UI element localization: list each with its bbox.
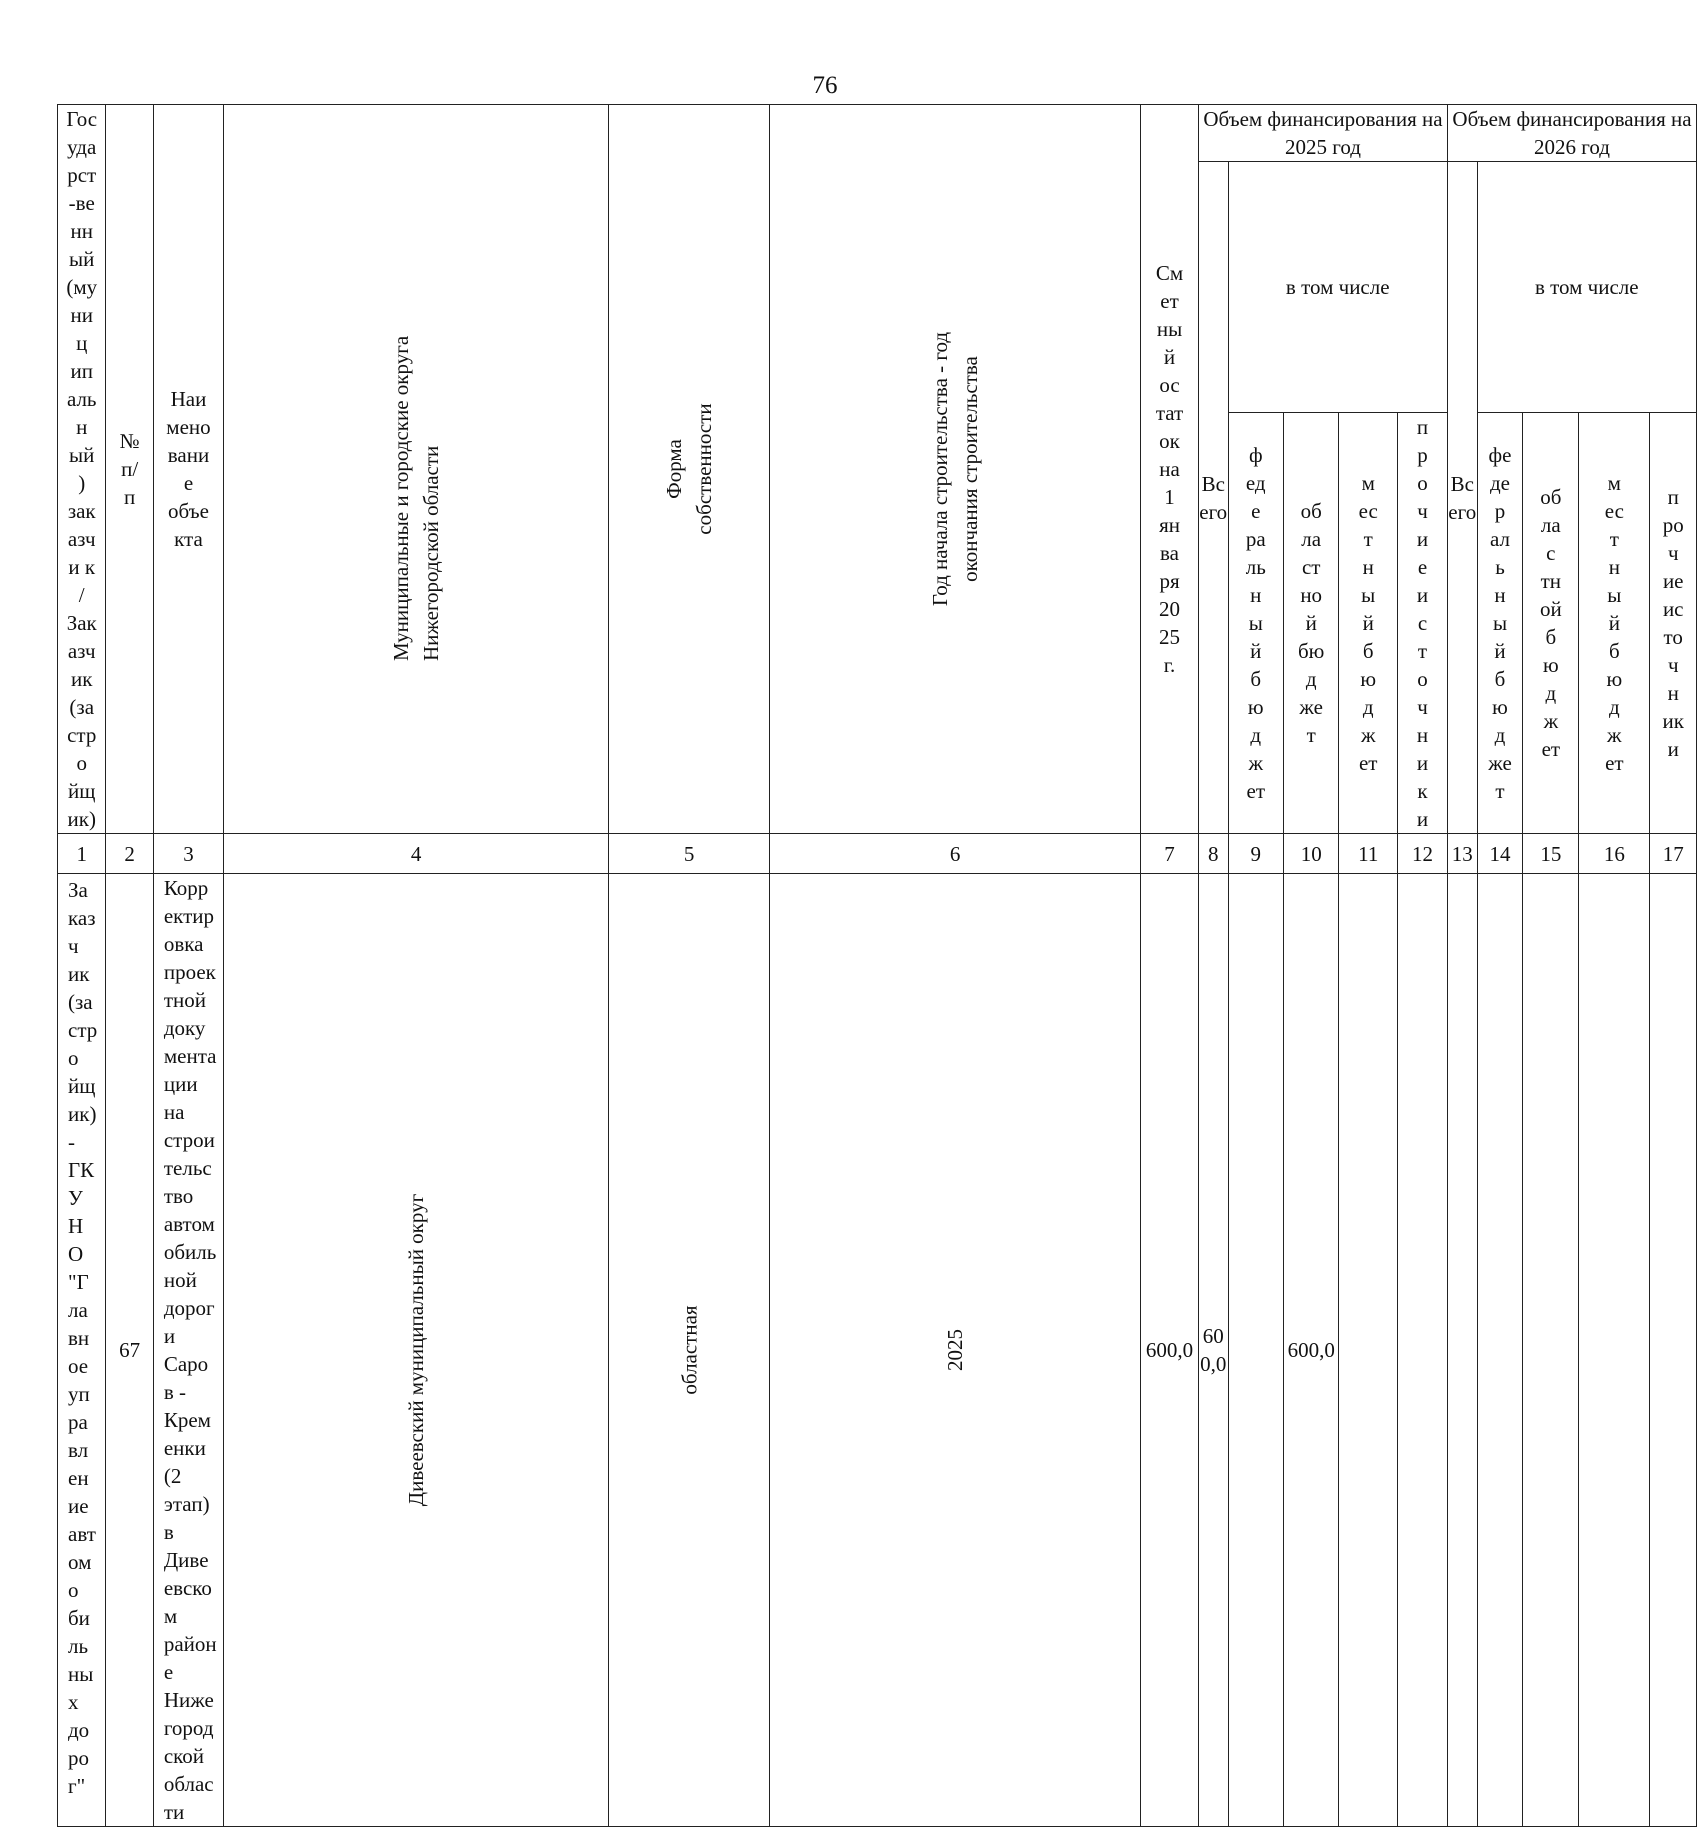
header-ownership [609,105,770,834]
cell-years-text: 2025 [943,1329,968,1371]
header-other-2026: про чие источ ники [1650,413,1697,834]
column-number: 2 [106,834,153,874]
header-number: № п/п [106,105,153,834]
header-regional-2026: облас тной бюд жет [1523,413,1579,834]
cell-ownership-text: областная [677,1305,702,1395]
column-number: 4 [224,834,609,874]
header-other-2025: про чие исто чни ки [1398,413,1448,834]
cell-years [770,874,1141,1827]
header-years [770,105,1141,834]
header-local-2025: мест ный бюд жет [1339,413,1398,834]
header-object-name: Наименование объекта [153,105,223,834]
cell-object-name: Корректировка проектной документации на строительство автомобильной дороги Саров - Кременки (2 этап) в Дивеевском районе Нижегородской области [153,874,223,1827]
column-number: 8 [1198,834,1228,874]
header-federal-2026: федер аль ный бюд жет [1477,413,1523,834]
cell-remainder: 600,0 [1141,874,1199,1827]
column-number: 13 [1447,834,1477,874]
header-fin-2025: Объем финансирования на 2025 год [1198,105,1447,162]
cell-total-2026 [1447,874,1477,1827]
table-row [58,874,1697,1827]
column-number: 17 [1650,834,1697,874]
column-number: 14 [1477,834,1523,874]
cell-regional-2025: 600,0 [1284,874,1339,1827]
page-number: 76 [812,72,838,99]
header-ownership-text: Форма собственности [662,403,717,535]
column-number: 12 [1398,834,1448,874]
cell-federal-2026 [1477,874,1523,1827]
column-number: 10 [1284,834,1339,874]
column-number: 11 [1339,834,1398,874]
financing-table [57,104,1697,1827]
header-remainder: Смет ный остаток на 1 января 2025 г. [1141,105,1199,834]
cell-customer: Заказч ик (застро йщик) - ГКУ НО "Главн ое управл ение автомо бильны х дорог" [58,874,106,1827]
cell-ownership [609,874,770,1827]
cell-municipality-text: Дивеевский муниципальный округ [404,1193,429,1507]
header-including-2026: в том числе [1477,162,1696,413]
cell-local-2026 [1579,874,1650,1827]
header-total-2026: Всего [1447,162,1477,834]
header-total-2025: Всего [1198,162,1228,834]
column-number: 7 [1141,834,1199,874]
header-including-2025: в том числе [1228,162,1447,413]
cell-federal-2025 [1228,874,1283,1827]
header-municipality [224,105,609,834]
cell-regional-2026 [1523,874,1579,1827]
column-number: 1 [58,834,106,874]
cell-number: 67 [106,874,153,1827]
cell-other-2026 [1650,874,1697,1827]
column-number: 9 [1228,834,1283,874]
header-fin-2026: Объем финансирования на 2026 год [1447,105,1696,162]
header-customer: Госуда рст-венный (муниц ипальн ый) заказчи к / Заказч ик (застро йщик) [58,105,106,834]
cell-local-2025 [1339,874,1398,1827]
header-regional-2025: област ной бюд жет [1284,413,1339,834]
column-number: 5 [609,834,770,874]
column-number: 3 [153,834,223,874]
header-years-text: Год начала строительства - год окончания строительства [928,331,983,607]
cell-other-2025 [1398,874,1448,1827]
header-local-2026: мест ный бюд жет [1579,413,1650,834]
cell-municipality [224,874,609,1827]
header-municipality-text: Муниципальные и городские округа Нижегородской области [389,335,444,661]
header-federal-2025: феде раль ный бюд жет [1228,413,1283,834]
column-number: 6 [770,834,1141,874]
cell-total-2025: 600,0 [1198,874,1228,1827]
column-number: 15 [1523,834,1579,874]
column-number-row [58,834,1697,874]
column-number: 16 [1579,834,1650,874]
